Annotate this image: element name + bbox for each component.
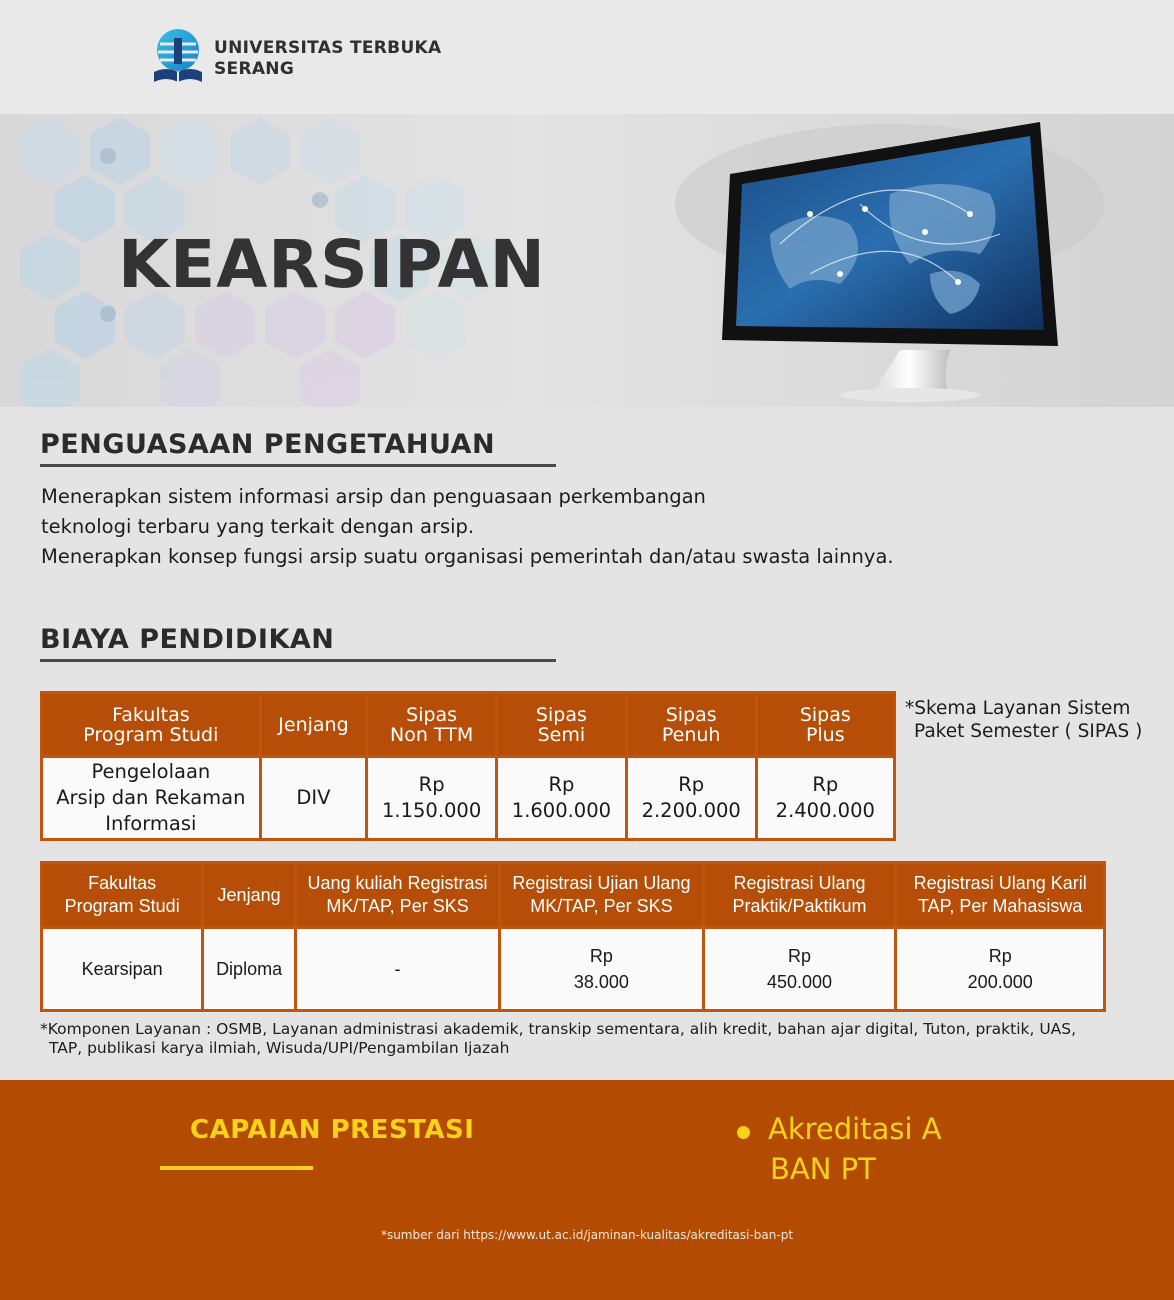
column-header: Jenjang <box>203 863 295 928</box>
column-header: Sipas Plus <box>756 693 894 757</box>
ut-book-globe-icon <box>150 26 206 86</box>
fees-heading: BIAYA PENDIDIKAN <box>40 624 335 655</box>
knowledge-line: Menerapkan sistem informasi arsip dan penguasaan perkembangan <box>41 485 706 508</box>
level-cell: Diploma <box>203 928 295 1011</box>
achievement-item-continued: BAN PT <box>770 1152 876 1186</box>
knowledge-description <box>41 482 1041 572</box>
monitor-world-map-icon <box>660 114 1174 407</box>
table-header-row <box>42 863 1105 928</box>
table-row <box>42 928 1105 1011</box>
sipas-note: *Skema Layanan Sistem Paket Semester ( SIPAS ) <box>905 698 1143 742</box>
table-header-row <box>42 693 895 757</box>
achievement-heading: CAPAIAN PRESTASI <box>190 1115 475 1145</box>
achievement-banner <box>0 1080 1174 1300</box>
component-note: *Komponen Layanan : OSMB, Layanan administrasi akademik, transkip sementara, alih kredit, bahan ajar digital, Tuton, praktik, UAS, TAP, publikasi karya ilmiah, Wisuda/UPI/Pengambilan Ijazah <box>40 1020 1077 1057</box>
fees-heading-underline <box>40 659 556 662</box>
sks-fee-table <box>40 861 1106 1012</box>
table-row <box>42 757 895 840</box>
level-cell: DIV <box>260 757 367 840</box>
knowledge-heading: PENGUASAAN PENGETAHUAN <box>40 429 496 460</box>
fee-cell-penuh: Rp 2.200.000 <box>626 757 756 840</box>
fee-cell-plus: Rp 2.400.000 <box>756 757 894 840</box>
knowledge-line: Menerapkan konsep fungsi arsip suatu organisasi pemerintah dan/atau swasta lainnya. <box>41 545 894 568</box>
page-title: KEARSIPAN <box>118 226 546 303</box>
program-cell: Kearsipan <box>42 928 203 1011</box>
fee-cell-praktik: Rp 450.000 <box>703 928 896 1011</box>
column-header: Sipas Penuh <box>626 693 756 757</box>
fee-cell-ujian-ulang: Rp 38.000 <box>500 928 703 1011</box>
brand-name-line2: SERANG <box>214 59 295 79</box>
column-header: Jenjang <box>260 693 367 757</box>
program-cell: Pengelolaan Arsip dan Rekaman Informasi <box>42 757 261 840</box>
column-header: Fakultas Program Studi <box>42 693 261 757</box>
achievement-item: Akreditasi A <box>768 1112 942 1146</box>
column-header: Uang kuliah Registrasi MK/TAP, Per SKS <box>295 863 499 928</box>
achievement-heading-underline <box>160 1166 313 1170</box>
brand-name-line1: UNIVERSITAS TERBUKA <box>214 38 442 58</box>
column-header: Fakultas Program Studi <box>42 863 203 928</box>
column-header: Sipas Non TTM <box>367 693 497 757</box>
bullet-icon <box>737 1126 750 1139</box>
source-note: *sumber dari https://www.ut.ac.id/jaminan-kualitas/akreditasi-ban-pt <box>380 1228 794 1242</box>
fee-cell-non-ttm: Rp 1.150.000 <box>367 757 497 840</box>
column-header: Registrasi Ulang Praktik/Paktikum <box>703 863 896 928</box>
column-header: Sipas Semi <box>497 693 627 757</box>
fee-cell-uang-kuliah: - <box>295 928 499 1011</box>
hero-banner <box>0 114 1174 407</box>
knowledge-heading-underline <box>40 464 556 467</box>
column-header: Registrasi Ulang Karil TAP, Per Mahasiswa <box>896 863 1105 928</box>
sipas-fee-table <box>40 691 896 841</box>
fee-cell-semi: Rp 1.600.000 <box>497 757 627 840</box>
knowledge-line: teknologi terbaru yang terkait dengan arsip. <box>41 515 475 538</box>
column-header: Registrasi Ujian Ulang MK/TAP, Per SKS <box>500 863 703 928</box>
fee-cell-karil: Rp 200.000 <box>896 928 1105 1011</box>
